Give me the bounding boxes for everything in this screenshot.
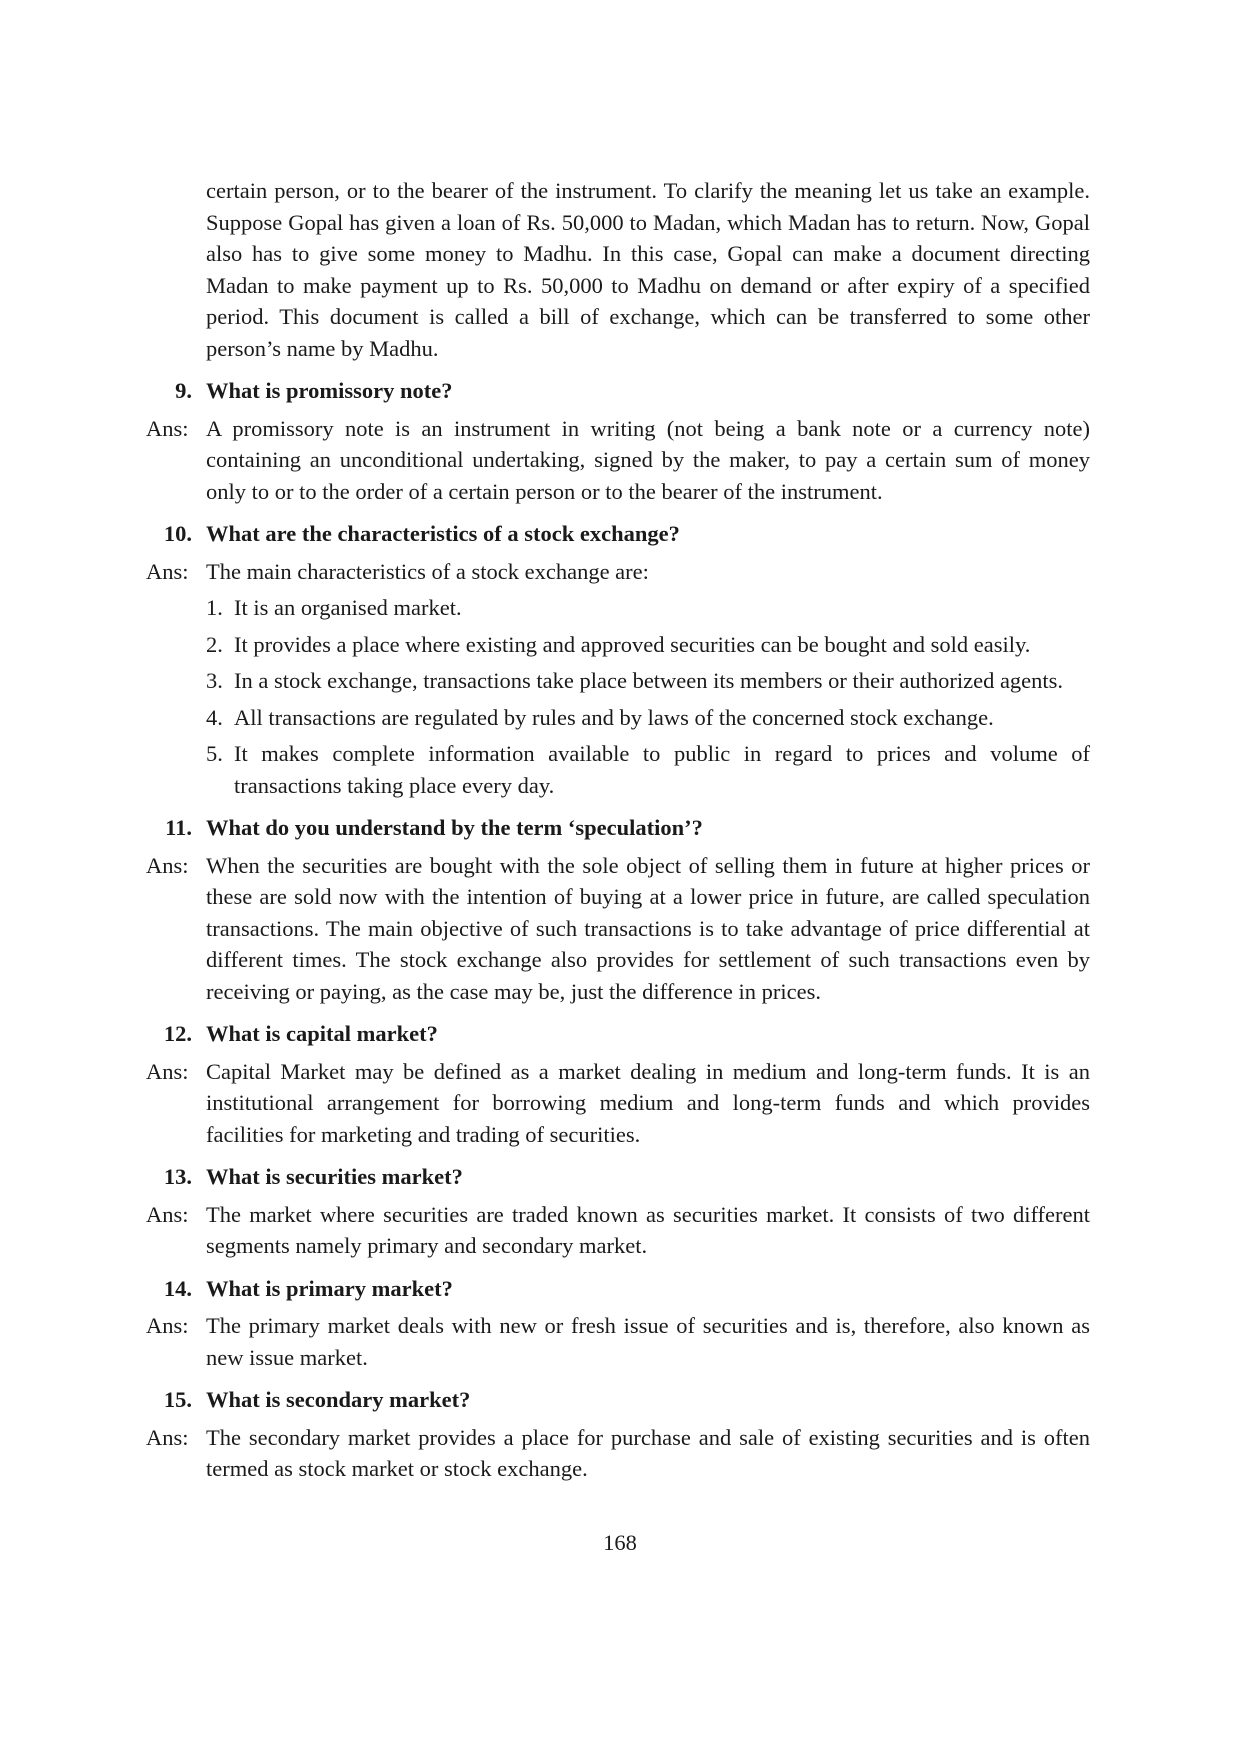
question-heading — [146, 375, 1090, 407]
qa-item-9 — [146, 375, 1090, 507]
list-item — [146, 702, 1090, 734]
question-number: 14. — [163, 1275, 192, 1301]
qa-item-13 — [146, 1161, 1090, 1262]
answer-label: Ans: — [146, 558, 189, 584]
question-number: 13. — [163, 1164, 192, 1189]
intro-paragraph: certain person, or to the bearer of the instrument. To clarify the meaning let us take an example. Suppose Gopal has given a loan of Rs. 50,000 to Madan, which Madan has to return. Now, Gopal also has to give some money to Madhu. In this case, Gopal can make a document directing Madan to make payment up to Rs. 50,000 to Madhu on demand or after expiry of a specified period. This document is called a bill of exchange, which can be transferred to some other person’s name by Madhu. — [206, 178, 1090, 361]
question-text: What do you understand by the term ‘speculation’? — [206, 815, 703, 840]
list-item — [146, 629, 1090, 661]
answer-block — [146, 1310, 1090, 1373]
answer-label: Ans: — [146, 1313, 189, 1338]
answer-text: The main characteristics of a stock exchange are: — [206, 558, 649, 584]
answer-text: A promissory note is an instrument in writing (not being a bank note or a currency note) containing an unconditional undertaking, signed by the maker, to pay a certain sum of money only to or to the order of a certain person or to the bearer of the instrument. — [206, 415, 1090, 504]
question-number: 11. — [165, 815, 192, 840]
question-number: 12. — [163, 1021, 192, 1046]
answer-label: Ans: — [146, 415, 189, 441]
question-text: What are the characteristics of a stock exchange? — [206, 521, 680, 546]
list-item — [146, 665, 1090, 697]
answer-block — [146, 850, 1090, 1008]
list-item-text: All transactions are regulated by rules and by laws of the concerned stock exchange. — [234, 704, 994, 730]
answer-block — [146, 1056, 1090, 1151]
question-text: What is capital market? — [206, 1021, 438, 1046]
question-number: 15. — [163, 1387, 192, 1412]
answer-block — [146, 1199, 1090, 1262]
list-item-number: 1. — [206, 595, 223, 620]
answer-block — [146, 413, 1090, 508]
qa-item-10 — [146, 518, 1090, 801]
question-text: What is promissory note? — [206, 378, 453, 403]
answer-text: The primary market deals with new or fresh issue of securities and is, therefore, also known as new issue market. — [206, 1313, 1090, 1370]
list-item — [146, 738, 1090, 801]
question-heading — [146, 1273, 1090, 1305]
page-number: 168 — [603, 1530, 637, 1555]
question-heading — [146, 1018, 1090, 1050]
question-text: What is primary market? — [206, 1275, 453, 1301]
answer-label: Ans: — [146, 1424, 189, 1450]
question-text: What is secondary market? — [206, 1387, 471, 1412]
question-number: 9. — [175, 378, 192, 403]
question-heading — [146, 518, 1090, 550]
question-heading — [146, 1161, 1090, 1193]
list-item-text: In a stock exchange, transactions take place between its members or their authorized agents. — [234, 668, 1064, 693]
question-number: 10. — [163, 521, 192, 546]
answer-text: The market where securities are traded known as securities market. It consists of two different segments namely primary and secondary market. — [206, 1201, 1090, 1258]
list-item-number: 4. — [206, 704, 223, 730]
characteristics-list — [146, 592, 1090, 801]
answer-block — [146, 556, 1090, 588]
list-item-text: It provides a place where existing and approved securities can be bought and sold easily. — [234, 631, 1031, 657]
question-heading — [146, 1384, 1090, 1416]
answer-text: Capital Market may be defined as a market dealing in medium and long-term funds. It is an institutional arrangement for borrowing medium and long-term funds and which provides facilities for marketing and trading of securities. — [206, 1058, 1090, 1147]
question-heading — [146, 812, 1090, 844]
question-text: What is securities market? — [206, 1164, 463, 1189]
list-item — [146, 592, 1090, 624]
list-item-text: It is an organised market. — [234, 595, 462, 620]
answer-label: Ans: — [146, 1058, 189, 1084]
qa-item-14 — [146, 1273, 1090, 1374]
answer-label: Ans: — [146, 852, 189, 878]
qa-item-12 — [146, 1018, 1090, 1150]
answer-block — [146, 1422, 1090, 1485]
qa-item-11 — [146, 812, 1090, 1007]
list-item-number: 5. — [206, 741, 223, 766]
qa-item-15 — [146, 1384, 1090, 1485]
page-content — [146, 175, 1090, 1485]
list-item-number: 3. — [206, 668, 223, 693]
list-item-number: 2. — [206, 631, 223, 657]
answer-text: When the securities are bought with the sole object of selling them in future at higher prices or these are sold now with the intention of buying at a lower price in future, are called speculation transactions. The main objective of such transactions is to take advantage of price differential at different times. The stock exchange also provides for settlement of such transactions even by receiving or paying, as the case may be, just the difference in prices. — [206, 852, 1090, 1004]
list-item-text: It makes complete information available to public in regard to prices and volume of transactions taking place every day. — [234, 741, 1090, 798]
answer-text: The secondary market provides a place for purchase and sale of existing securities and is often termed as stock market or stock exchange. — [206, 1424, 1090, 1481]
answer-label: Ans: — [146, 1201, 189, 1227]
